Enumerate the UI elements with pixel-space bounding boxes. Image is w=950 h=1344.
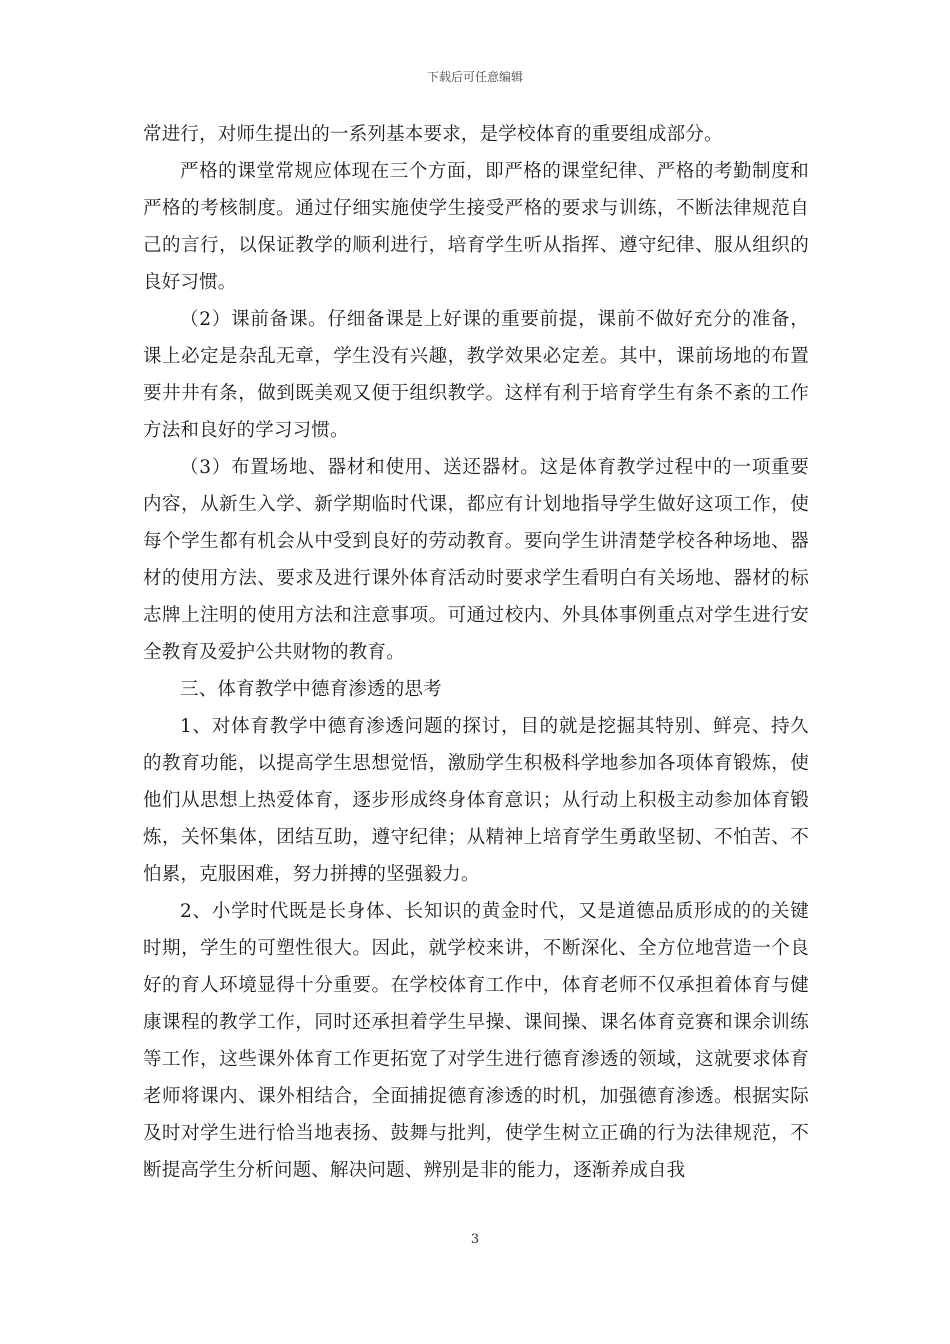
paragraph-point-two: 2、小学时代既是长身体、长知识的黄金时代，又是道德品质形成的的关键时期，学生的可塑性很大。因此，就学校来讲，不断深化、全方位地营造一个良好的育人环境显得十分重要。在学校体育工作中，体育老师不仅承担着体育与健康课程的教学工作，同时还承担着学生早操、课间操、课名体育竞赛和课余训练等工作，这些课外体育工作更拓宽了对学生进行德育渗透的领域，这就要求体育老师将课内、课外相结合，全面捕捉德育渗透的时机，加强德育渗透。根据实际及时对学生进行恰当地表扬、鼓舞与批判，使学生树立正确的行为法律规范，不断提高学生分析问题、解决问题、辨别是非的能力，逐渐养成自我 xyxy=(143,901,809,1181)
paragraph-continuation: 常进行，对师生提出的一系列基本要求，是学校体育的重要组成部分。 xyxy=(143,124,723,145)
paragraph-lesson-preparation: （2）课前备课。仔细备课是上好课的重要前提，课前不做好充分的准备，课上必定是杂乱无章，学生没有兴趣，教学效果必定差。其中，课前场地的布置要井井有条，做到既美观又便于组织教学。这样有利于培育学生有条不紊的工作方法和良好的学习习惯。 xyxy=(143,309,809,441)
paragraph-equipment: （3）布置场地、器材和使用、送还器材。这是体育教学过程中的一项重要内容，从新生入学、新学期临时代课，都应有计划地指导学生做好这项工作，使每个学生都有机会从中受到良好的劳动教育。要向学生讲清楚学校各种场地、器材的使用方法、要求及进行课外体育活动时要求学生看明白有关场地、器材的标志牌上注明的使用方法和注意事项。可通过校内、外具体事例重点对学生进行安全教育及爱护公共财物的教育。 xyxy=(143,457,809,663)
page-number: 3 xyxy=(470,1232,480,1247)
document-body xyxy=(143,116,809,1189)
section-heading-three: 三、体育教学中德育渗透的思考 xyxy=(180,679,442,700)
paragraph-classroom-rules: 严格的课堂常规应体现在三个方面，即严格的课堂纪律、严格的考勤制度和严格的考核制度。通过仔细实施使学生接受严格的要求与训练，不断法律规范自己的言行，以保证教学的顺利进行，培育学生听从指挥、遵守纪律、服从组织的良好习惯。 xyxy=(143,161,809,293)
paragraph-point-one: 1、对体育教学中德育渗透问题的探讨，目的就是挖掘其特别、鲜亮、持久的教育功能，以提高学生思想觉悟，激励学生积极科学地参加各项体育锻炼，使他们从思想上热爱体育，逐步形成终身体育意识；从行动上积极主动参加体育锻炼，关怀集体，团结互助，遵守纪律；从精神上培育学生勇敢坚韧、不怕苦、不怕累，克服困难，努力拼搏的坚强毅力。 xyxy=(143,716,809,885)
page-header-note: 下载后可任意编辑 xyxy=(426,70,523,84)
